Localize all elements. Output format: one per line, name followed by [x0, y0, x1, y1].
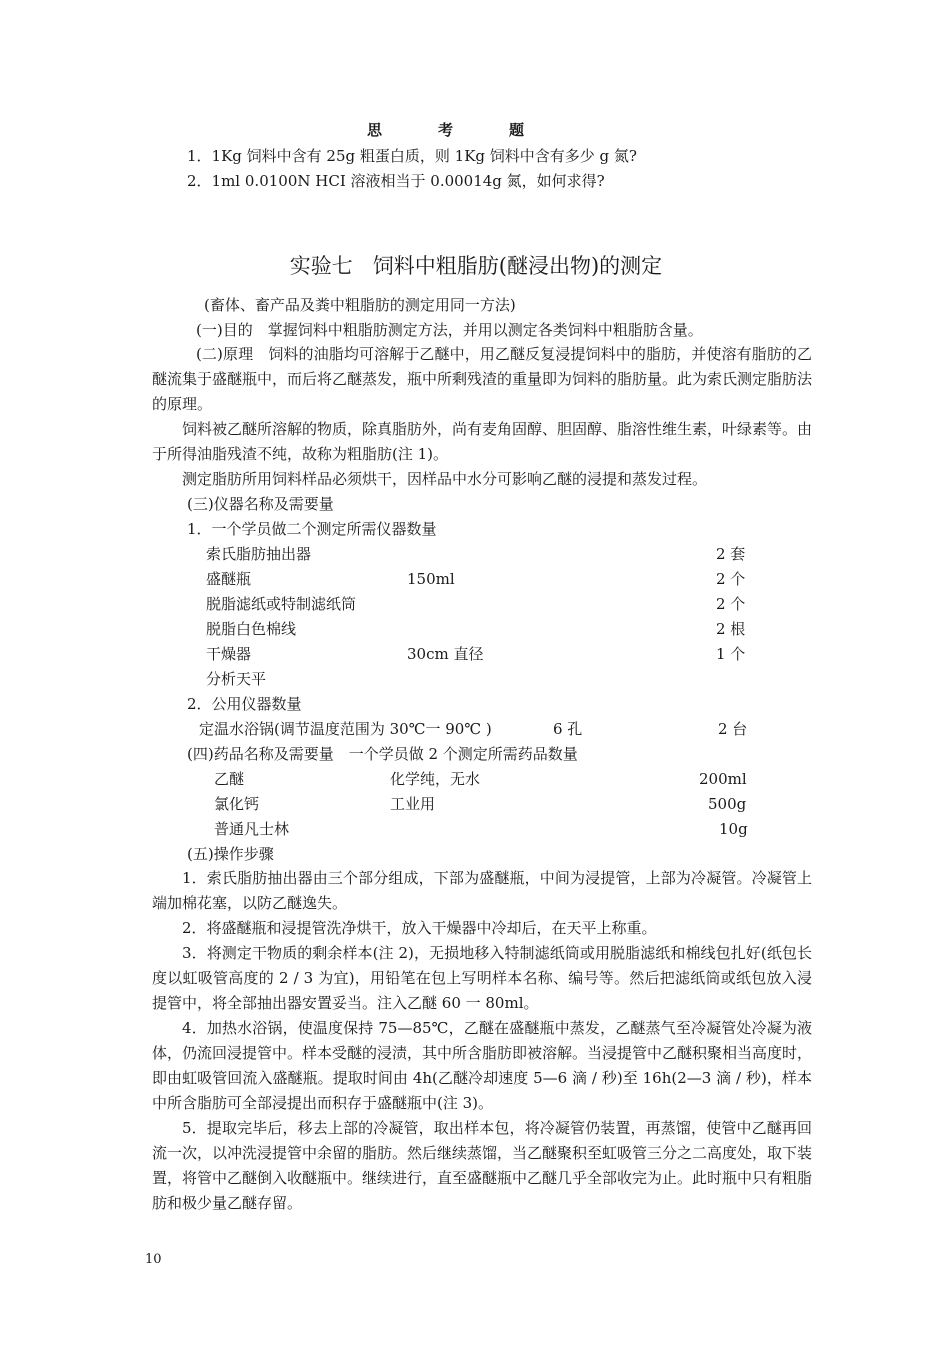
instrument-name: 脱脂白色棉线 — [206, 620, 297, 638]
public-instrument-name: 定温水浴锅(调节温度范围为 30℃一 90℃ ) — [199, 720, 492, 738]
instrument-name: 盛醚瓶 — [206, 570, 252, 588]
reagent-qty: 500g — [708, 795, 747, 813]
instruments-heading: (三)仪器名称及需要量 — [187, 495, 334, 513]
reagent-name: 乙醚 — [214, 770, 245, 788]
step-3: 3．将测定干物质的剩余样本(注 2)，无损地移入特制滤纸筒或用脱脂滤纸和棉线包扎好(纸包长度以虹吸管高度的 2 / 3 为宜)，用铅笔在包上写明样本名称、编号等。然后把滤纸筒或纸包放入浸提管中，将全部抽出器安置妥当。注入乙醚 60 一 80ml。 — [152, 944, 812, 1012]
reagent-name: 氯化钙 — [214, 795, 260, 813]
instrument-qty: 2 根 — [716, 620, 746, 638]
purpose-paragraph: (一)目的 掌握饲料中粗脂肪测定方法，并用以测定各类饲料中粗脂肪含量。 — [196, 321, 703, 339]
public-instrument-spec: 6 孔 — [553, 720, 583, 738]
drying-text: 测定脂肪所用饲料样品必须烘干，因样品中水分可影响乙醚的浸提和蒸发过程。 — [182, 470, 708, 488]
reagent-qty: 200ml — [699, 770, 747, 788]
reagent-spec: 化学纯，无水 — [390, 770, 481, 788]
impurity-text: 饲料被乙醚所溶解的物质，除真脂肪外，尚有麦角固醇、胆固醇、脂溶性维生素，叶绿素等。由于所得油脂残渣不纯，故称为粗脂肪(注 1)。 — [152, 420, 813, 463]
instrument-qty: 1 个 — [716, 645, 746, 663]
chapter-title — [0, 252, 952, 280]
chapter-name: 饲料中粗脂肪(醚浸出物)的测定 — [372, 254, 663, 278]
step-2: 2．将盛醚瓶和浸提管洗净烘干，放入干燥器中冷却后，在天平上称重。 — [182, 919, 657, 937]
principle-paragraph — [152, 342, 812, 492]
instrument-name: 脱脂滤纸或特制滤纸筒 — [206, 595, 357, 613]
question-2: 2．1ml 0.0100N HCI 溶液相当于 0.00014g 氮，如何求得? — [187, 172, 605, 190]
page-number: 10 — [145, 1252, 162, 1267]
question-1: 1．1Kg 饲料中含有 25g 粗蛋白质，则 1Kg 饲料中含有多少 g 氮? — [187, 147, 637, 165]
instrument-spec: 150ml — [407, 570, 455, 588]
instrument-name: 干燥器 — [206, 645, 252, 663]
public-instrument-qty: 2 台 — [718, 720, 748, 738]
instruments-subheading-1: 1．一个学员做二个测定所需仪器数量 — [187, 520, 437, 538]
step-1: 1．索氏脂肪抽出器由三个部分组成，下部为盛醚瓶，中间为浸提管，上部为冷凝管。冷凝管上端加棉花塞，以防乙醚逸失。 — [152, 869, 812, 912]
step-4: 4．加热水浴锅，使温度保持 75—85℃，乙醚在盛醚瓶中蒸发，乙醚蒸气至冷凝管处冷凝为液体，仍流回浸提管中。样本受醚的浸渍，其中所含脂肪即被溶解。当浸提管中乙醚积聚相当高度时，即由虹吸管回流入盛醚瓶。提取时间由 4h(乙醚冷却速度 5—6 滴 / 秒)至 16h(2—3 滴 / 秒)，样本中所含脂肪可全部浸提出而积存于盛醚瓶中(注 3)。 — [152, 1019, 813, 1112]
instrument-name: 索氏脂肪抽出器 — [206, 545, 312, 563]
reagent-spec: 工业用 — [390, 795, 436, 813]
reagent-qty: 10g — [719, 820, 748, 838]
questions-heading: 思考题 — [367, 121, 581, 139]
instrument-name: 分析天平 — [206, 670, 267, 688]
instrument-spec: 30cm 直径 — [407, 645, 484, 663]
reagent-name: 普通凡士林 — [214, 820, 290, 838]
steps-body — [152, 866, 812, 1216]
reagents-heading: (四)药品名称及需要量 一个学员做 2 个测定所需药品数量 — [187, 745, 578, 763]
instruments-subheading-2: 2．公用仪器数量 — [187, 695, 302, 713]
instrument-qty: 2 个 — [716, 570, 746, 588]
instrument-qty: 2 个 — [716, 595, 746, 613]
instrument-qty: 2 套 — [716, 545, 746, 563]
principle-text: (二)原理 饲料的油脂均可溶解于乙醚中，用乙醚反复浸提饲料中的脂肪，并使溶有脂肪的乙醚流集于盛醚瓶中，而后将乙醚蒸发，瓶中所剩残渣的重量即为饲料的脂肪量。此为索氏测定脂肪法的原理。 — [152, 345, 813, 413]
intro-note: (畜体、畜产品及粪中粗脂肪的测定用同一方法) — [204, 296, 516, 314]
steps-heading: (五)操作步骤 — [187, 845, 274, 863]
chapter-number: 实验七 — [289, 254, 353, 278]
step-5: 5．提取完毕后，移去上部的冷凝管，取出样本包，将冷凝管仍装置，再蒸馏，使管中乙醚再回流一次，以冲洗浸提管中余留的脂肪。然后继续蒸馏，当乙醚聚积至虹吸管三分之二高度处，取下装置，将管中乙醚倒入收醚瓶中。继续进行，直至盛醚瓶中乙醚几乎全部收完为止。此时瓶中只有粗脂肪和极少量乙醚存留。 — [152, 1119, 813, 1212]
